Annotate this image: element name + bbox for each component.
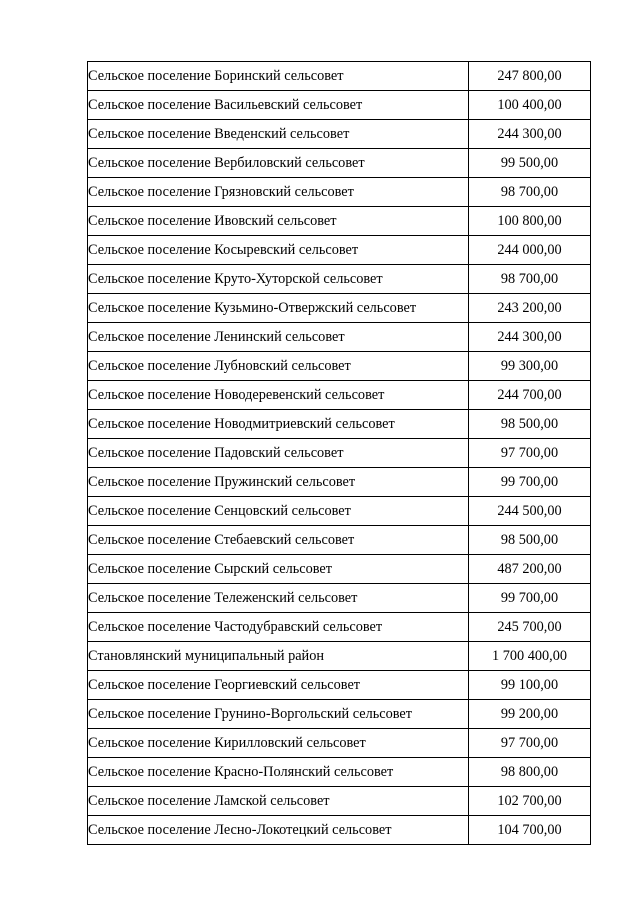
municipality-name-cell: Сельское поселение Ленинский сельсовет [88, 323, 469, 352]
amount-cell: 99 700,00 [469, 468, 591, 497]
municipality-name-cell: Сельское поселение Георгиевский сельсовет [88, 671, 469, 700]
table-row [88, 613, 591, 642]
amount-cell: 1 700 400,00 [469, 642, 591, 671]
municipality-name-cell: Сельское поселение Частодубравский сельсовет [88, 613, 469, 642]
table-row [88, 497, 591, 526]
table-row [88, 236, 591, 265]
municipality-name-cell: Сельское поселение Введенский сельсовет [88, 120, 469, 149]
table-row [88, 671, 591, 700]
municipality-name-cell: Сельское поселение Боринский сельсовет [88, 62, 469, 91]
table-row [88, 352, 591, 381]
table-row [88, 729, 591, 758]
amount-cell: 244 500,00 [469, 497, 591, 526]
municipality-name-cell: Сельское поселение Лубновский сельсовет [88, 352, 469, 381]
municipality-name-cell: Сельское поселение Падовский сельсовет [88, 439, 469, 468]
table-row [88, 439, 591, 468]
municipality-name-cell: Сельское поселение Круто-Хуторской сельсовет [88, 265, 469, 294]
table-row [88, 178, 591, 207]
amount-cell: 247 800,00 [469, 62, 591, 91]
amount-cell: 104 700,00 [469, 816, 591, 845]
table-row [88, 91, 591, 120]
municipality-name-cell: Сельское поселение Кузьмино-Отвержский сельсовет [88, 294, 469, 323]
amount-cell: 98 500,00 [469, 410, 591, 439]
municipality-name-cell: Сельское поселение Кирилловский сельсовет [88, 729, 469, 758]
amount-cell: 99 700,00 [469, 584, 591, 613]
table-row [88, 584, 591, 613]
municipality-name-cell: Сельское поселение Ламской сельсовет [88, 787, 469, 816]
municipality-name-cell: Сельское поселение Стебаевский сельсовет [88, 526, 469, 555]
amount-cell: 98 700,00 [469, 265, 591, 294]
table-row [88, 816, 591, 845]
table-row [88, 787, 591, 816]
municipality-name-cell: Сельское поселение Красно-Полянский сельсовет [88, 758, 469, 787]
amount-cell: 102 700,00 [469, 787, 591, 816]
municipality-name-cell: Сельское поселение Грунино-Воргольский сельсовет [88, 700, 469, 729]
amount-cell: 99 100,00 [469, 671, 591, 700]
table-row [88, 323, 591, 352]
budget-allocation-table [87, 61, 591, 845]
amount-cell: 99 500,00 [469, 149, 591, 178]
municipality-name-cell: Сельское поселение Ивовский сельсовет [88, 207, 469, 236]
municipality-name-cell: Сельское поселение Сырский сельсовет [88, 555, 469, 584]
municipality-name-cell: Сельское поселение Тележенский сельсовет [88, 584, 469, 613]
municipality-name-cell: Сельское поселение Новодмитриевский сельсовет [88, 410, 469, 439]
amount-cell: 100 800,00 [469, 207, 591, 236]
table-row [88, 758, 591, 787]
amount-cell: 487 200,00 [469, 555, 591, 584]
amount-cell: 97 700,00 [469, 439, 591, 468]
amount-cell: 98 500,00 [469, 526, 591, 555]
table-row [88, 207, 591, 236]
table-row [88, 62, 591, 91]
table-row [88, 381, 591, 410]
table-row [88, 468, 591, 497]
amount-cell: 98 700,00 [469, 178, 591, 207]
municipality-name-cell: Становлянский муниципальный район [88, 642, 469, 671]
amount-cell: 98 800,00 [469, 758, 591, 787]
municipality-name-cell: Сельское поселение Грязновский сельсовет [88, 178, 469, 207]
table-row [88, 294, 591, 323]
table-row [88, 642, 591, 671]
amount-cell: 244 300,00 [469, 120, 591, 149]
table-row [88, 555, 591, 584]
amount-cell: 97 700,00 [469, 729, 591, 758]
amount-cell: 244 300,00 [469, 323, 591, 352]
municipality-name-cell: Сельское поселение Сенцовский сельсовет [88, 497, 469, 526]
table-row [88, 700, 591, 729]
municipality-name-cell: Сельское поселение Новодеревенский сельсовет [88, 381, 469, 410]
amount-cell: 99 300,00 [469, 352, 591, 381]
municipality-name-cell: Сельское поселение Лесно-Локотецкий сельсовет [88, 816, 469, 845]
municipality-name-cell: Сельское поселение Вербиловский сельсовет [88, 149, 469, 178]
table-row [88, 149, 591, 178]
municipality-name-cell: Сельское поселение Васильевский сельсовет [88, 91, 469, 120]
table-body [88, 62, 591, 845]
table-row [88, 120, 591, 149]
amount-cell: 244 000,00 [469, 236, 591, 265]
table-row [88, 526, 591, 555]
municipality-name-cell: Сельское поселение Косыревский сельсовет [88, 236, 469, 265]
amount-cell: 100 400,00 [469, 91, 591, 120]
amount-cell: 99 200,00 [469, 700, 591, 729]
table-row [88, 265, 591, 294]
amount-cell: 244 700,00 [469, 381, 591, 410]
amount-cell: 245 700,00 [469, 613, 591, 642]
table-row [88, 410, 591, 439]
amount-cell: 243 200,00 [469, 294, 591, 323]
municipality-name-cell: Сельское поселение Пружинский сельсовет [88, 468, 469, 497]
